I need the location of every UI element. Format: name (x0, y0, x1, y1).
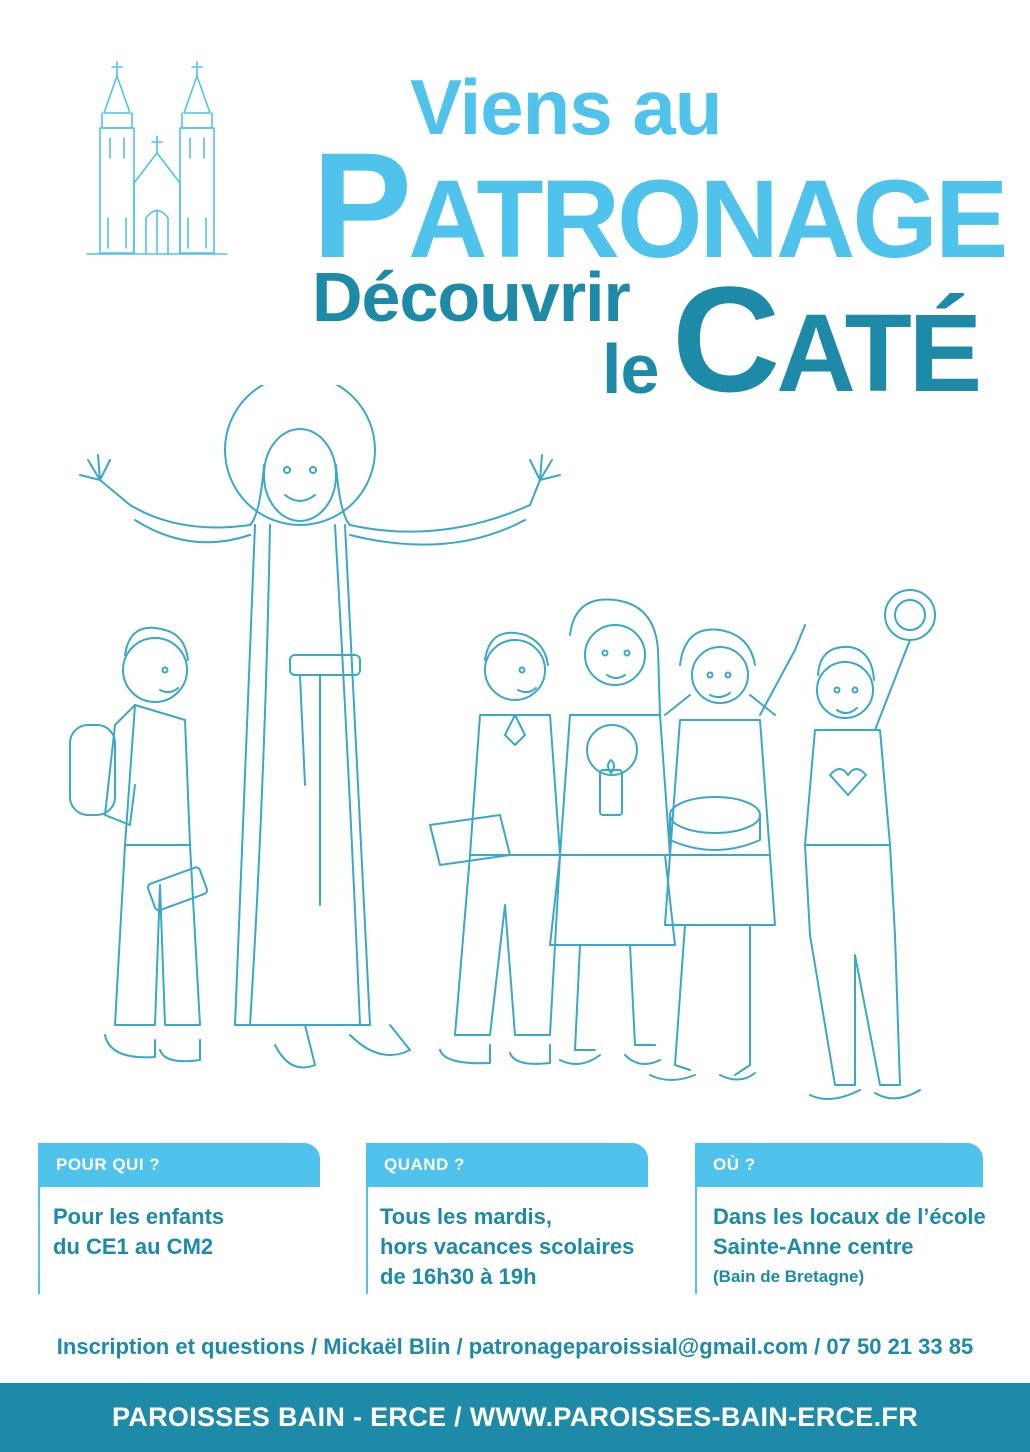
girl-with-tambourine (805, 590, 935, 1099)
info-box-3-line-1: Dans les locaux de l’école (713, 1204, 986, 1229)
title-patronage-rest: ATRONAGE (408, 158, 1006, 281)
footer-banner: PAROISSES BAIN - ERCE / WWW.PAROISSES-BAIN-ERCE.FR (0, 1383, 1030, 1452)
title-patronage-initial: P (312, 121, 409, 289)
title-cate-initial: C (672, 255, 777, 423)
church-icon (82, 58, 232, 258)
info-box-3-note: (Bain de Bretagne) (713, 1267, 865, 1286)
jesus-figure (80, 385, 560, 1068)
info-box-1-line-2: du CE1 au CM2 (53, 1234, 214, 1259)
girl-with-candle (550, 599, 675, 1064)
info-box-2-heading: QUAND ? (366, 1143, 648, 1187)
info-box-2-text (380, 1202, 634, 1292)
info-box-1-text (53, 1202, 224, 1262)
info-box-3-heading: OÙ ? (695, 1143, 983, 1187)
info-box-1-heading: POUR QUI ? (38, 1143, 320, 1187)
boy-with-backpack (70, 628, 208, 1061)
info-box-3-rule (695, 1187, 697, 1294)
title-le: le (602, 330, 659, 408)
info-box-2-line-2: hors vacances scolaires (380, 1234, 635, 1259)
info-box-1-rule (38, 1187, 40, 1294)
jesus-with-children-illustration (60, 385, 970, 1105)
contact-line: Inscription et questions / Mickaël Blin / patronageparoissial@gmail.com / 07 50 21 33 85 (56, 1334, 974, 1359)
info-box-2-line-3: de 16h30 à 19h (380, 1264, 537, 1289)
info-box-1-line-1: Pour les enfants (53, 1204, 225, 1229)
info-box-3-text (713, 1202, 986, 1292)
info-box-3-line-2: Sainte-Anne centre (713, 1234, 914, 1259)
title-cate-rest: ATÉ (776, 292, 980, 415)
info-box-2-rule (366, 1187, 368, 1294)
girl-with-cake (650, 625, 805, 1080)
info-box-2-line-1: Tous les mardis, (380, 1204, 552, 1229)
title-line-1: Viens au (410, 63, 722, 151)
boy-with-bible (430, 633, 560, 1064)
title-line-3: Découvrir (312, 258, 630, 336)
